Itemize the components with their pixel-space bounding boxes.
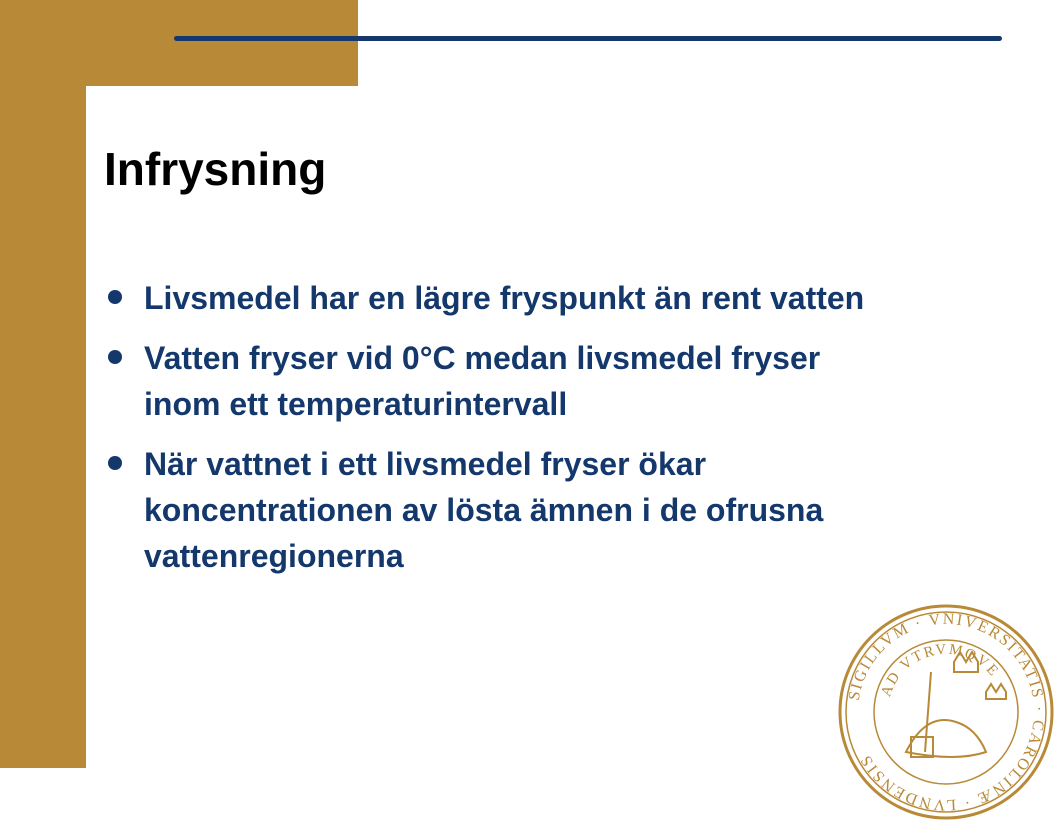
bullet-text: Vatten fryser vid 0°C medan livsmedel fryser inom ett temperaturintervall bbox=[144, 340, 821, 422]
content-corner bbox=[86, 86, 146, 146]
university-seal-logo bbox=[836, 602, 1056, 822]
bullet-text: När vattnet i ett livsmedel fryser ökar koncentrationen av lösta ämnen i de ofrusna vattenregionerna bbox=[144, 446, 824, 574]
bullet-dot-icon bbox=[108, 456, 122, 470]
slide-title: Infrysning bbox=[104, 143, 327, 195]
bullet-dot-icon bbox=[108, 350, 122, 364]
bullet-item-3 bbox=[104, 441, 904, 579]
bullet-list bbox=[104, 275, 904, 593]
header-rule bbox=[174, 36, 1002, 41]
top-gold-block bbox=[0, 0, 358, 86]
bullet-dot-icon bbox=[108, 290, 122, 304]
seal-inner-text: AD VTRVMQVE bbox=[878, 641, 1003, 699]
svg-text:SIGILLVM · VNIVERSITATIS · CAR bbox=[846, 611, 1047, 813]
bullet-item-1 bbox=[104, 275, 904, 321]
bullet-item-2 bbox=[104, 335, 904, 427]
left-gold-band bbox=[0, 0, 86, 768]
bullet-text: Livsmedel har en lägre fryspunkt än rent vatten bbox=[144, 280, 865, 316]
seal-ring-text: SIGILLVM · VNIVERSITATIS · CAROLINÆ · LVNDENSIS bbox=[845, 610, 1048, 814]
